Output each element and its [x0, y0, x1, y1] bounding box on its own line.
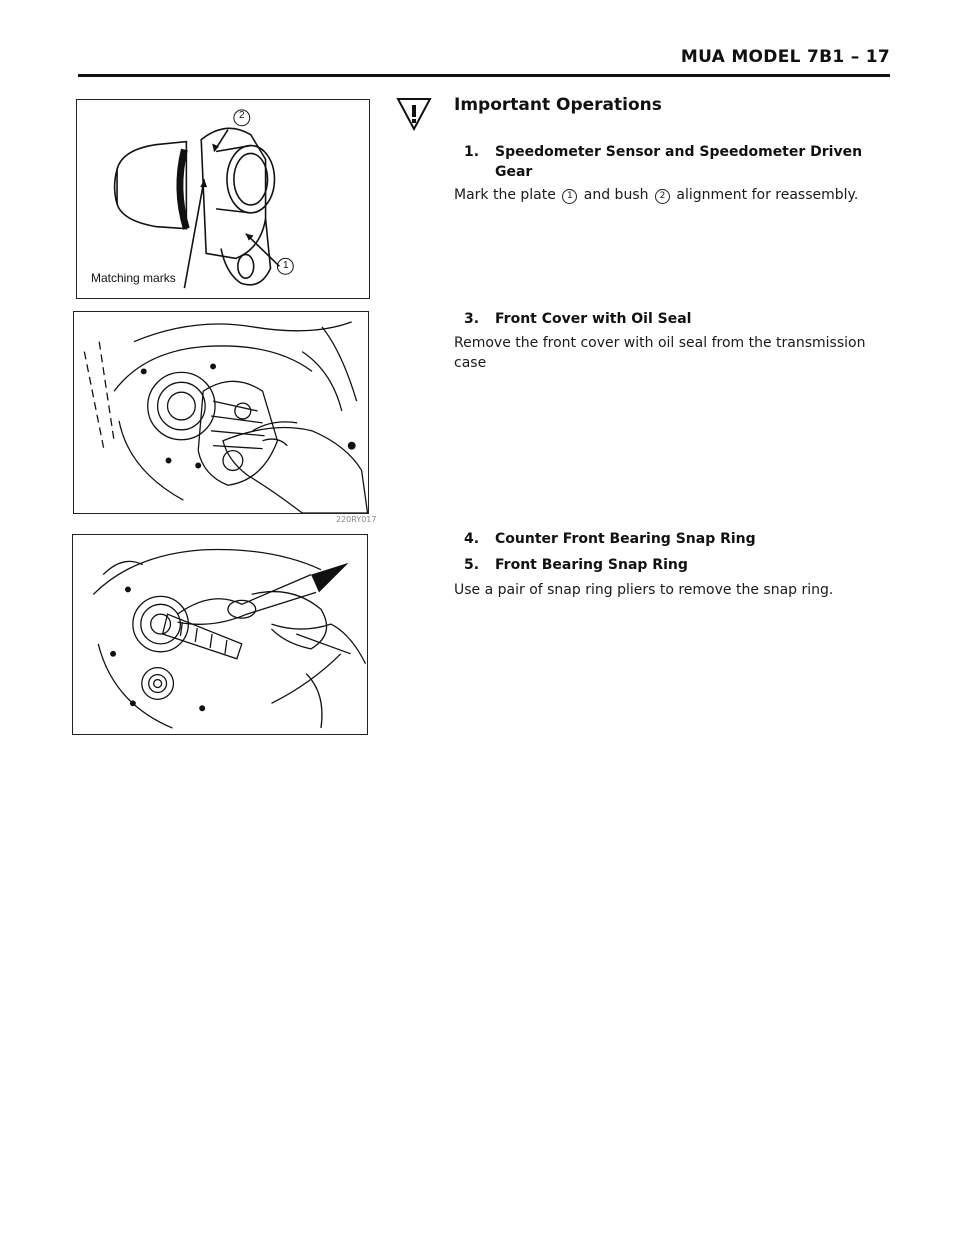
paragraph-text: Mark the plate: [454, 187, 556, 203]
page-header-title: MUA MODEL 7B1 – 17: [680, 47, 890, 67]
step-title: Front Cover with Oil Seal: [495, 311, 692, 327]
callout-ref-1: 1: [562, 189, 577, 204]
paragraph-text: and bush: [583, 187, 649, 203]
paragraph-text: alignment for reassembly.: [676, 187, 859, 203]
callout-1: 1: [283, 260, 289, 271]
header-rule: [78, 74, 890, 77]
snap-ring-pliers-illustration: [73, 535, 367, 734]
step-title-line2: Gear: [495, 164, 533, 180]
paragraph-step-3: Remove the front cover with oil seal from the transmission case: [454, 335, 866, 371]
step-number: 3.: [464, 311, 480, 327]
callout-2: 2: [239, 110, 245, 121]
step-title: Counter Front Bearing Snap Ring: [495, 531, 756, 547]
figure-front-cover-removal: [73, 311, 377, 524]
paragraph-step-4-5: Use a pair of snap ring pliers to remove the snap ring.: [454, 582, 834, 598]
figure-code: 220RY017: [336, 515, 377, 524]
matching-marks-label: Matching marks: [91, 271, 176, 285]
speedometer-gear-illustration: [77, 100, 369, 298]
step-number: 1.: [464, 144, 480, 160]
figure-snap-ring-pliers: [72, 534, 368, 735]
callout-ref-2: 2: [655, 189, 670, 204]
step-number: 5.: [464, 557, 480, 573]
paragraph-step-1: [454, 185, 894, 205]
step-title: Front Bearing Snap Ring: [495, 557, 688, 573]
step-title: Speedometer Sensor and Speedometer Driven: [495, 144, 863, 160]
front-cover-illustration: [74, 312, 368, 513]
figure-speedometer-gear: [76, 99, 370, 299]
step-number: 4.: [464, 531, 480, 547]
section-heading: Important Operations: [454, 95, 662, 115]
warning-icon: [396, 97, 432, 135]
